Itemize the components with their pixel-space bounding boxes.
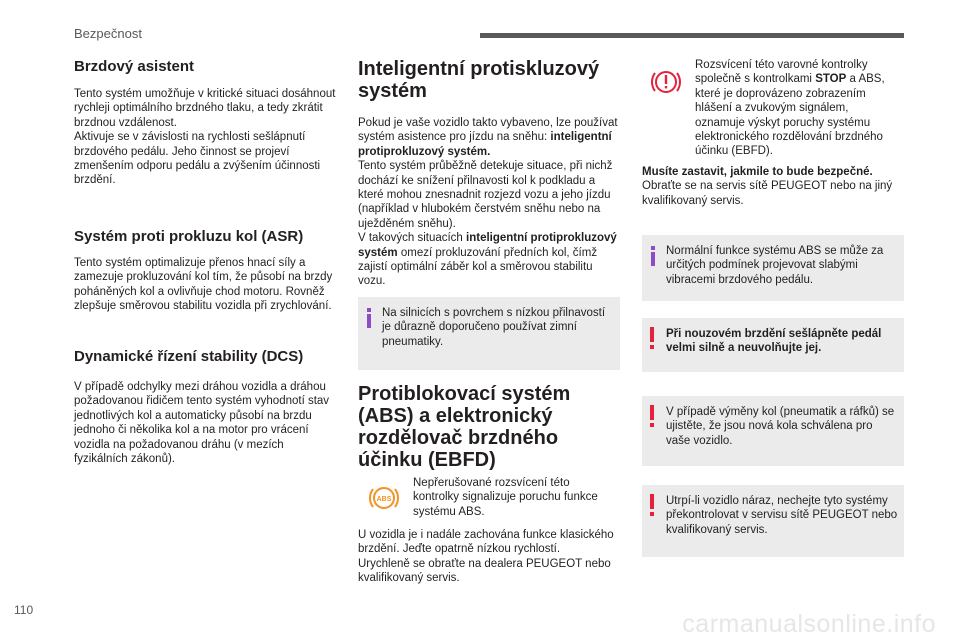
header-rule [480,33,904,38]
abs-p1: U vozidla je i nadále zachována funkce klasického brzdění. Jeďte opatrně nízkou rychlostí. [358,529,614,556]
grip-heading: Inteligentní protiskluzový systém [358,58,600,102]
brake-assist-body-2: Aktivuje se v závislosti na rychlosti sešlápnutí brzdového pedálu. Jeho činnost se projeví zmenšením odporu pedálu a zvýšením účinnosti brzdění. [74,131,321,187]
warning-box-wheel-change [642,396,904,466]
brake-system-warning-lamp-icon [648,64,684,100]
ebfd-text-a: Rozsvícení této varovné kontrolky společně s kontrolkami [695,59,868,86]
asr-heading: Systém proti prokluzu kol (ASR) [74,228,304,245]
grip-p1-text: Pokud je vaše vozidlo takto vybaveno, lze používat systém asistence pro jízdu na sněhu: [358,117,618,144]
grip-p3-bold: inteligentní protiprokluzový systém [358,232,617,259]
abs-lamp-text: Nepřerušované rozsvícení této kontrolky signalizuje poruchu funkce systému ABS. [413,477,598,518]
grip-p3-text-b: omezí prokluzování předních kol, čímž zajistí optimální záběr kol a směrovou stabilitu vozu. [358,246,598,288]
grip-p3 [358,231,620,289]
abs-lamp-label: ABS [376,496,392,503]
info-box-winter-tyres [358,297,620,370]
column-middle [358,58,620,289]
info-box-abs-vibration [642,235,904,301]
brake-assist-heading: Brzdový asistent [74,58,195,75]
warning-impact-text: Utrpí-li vozidlo náraz, nechejte tyto systémy překontrolovat v servisu sítě PEUGEOT nebo kvalifikovaný servis. [666,495,898,536]
grip-p1-bold: inteligentní protiprokluzový systém. [358,131,612,158]
must-stop-text: Obraťte se na servis sítě PEUGEOT nebo na jiný kvalifikovaný servis. [642,180,893,207]
info-icon [648,246,658,266]
brake-assist-body: Tento systém umožňuje v kritické situaci dosáhnout rychleji optimálního brzdného tlaku, a tedy zkrátit brzdnou vzdálenost. [74,88,336,129]
abs-section [358,383,620,471]
warning-exclamation-icon [649,494,655,516]
warning-exclamation-icon [649,405,655,427]
dcs-section [74,348,336,466]
warning-box-impact [642,485,904,557]
ebfd-lamp-row [642,58,904,158]
must-stop-bold: Musíte zastavit, jakmile to bude bezpečné. [642,166,873,178]
asr-body: Tento systém optimalizuje přenos hnací síly a zamezuje prokluzování kol tím, že působí na brzdy poháněných kol a ovlivňuje chod motoru. Rovněž zlepšuje směrovou stabilitu vozidla při zrychlování. [74,257,333,313]
info-abs-vibration-text: Normální funkce systému ABS se může za určitých podmínek projevovat slabými vibracemi brzdového pedálu. [666,245,884,286]
stop-label: STOP [815,73,847,86]
info-icon [364,308,374,328]
grip-p3-text-a: V takových situacích [358,232,463,245]
abs-heading: Protiblokovací systém (ABS) a elektronický rozdělovač brzdného účinku (EBFD) [358,383,571,471]
dcs-body: V případě odchylky mezi dráhou vozidla a dráhou požadovanou řidičem tento systém vyhodnotí stav jednotlivých kol a automaticky působí na brzdu jednoho či několika kol a na motor pro vrácení vozidla na požadovanou dráhu (v mezích fyzikálních zákonů). [74,381,330,466]
ebfd-text-b: a ABS, které je doprovázeno zobrazením hlášení a zvukovým signálem, oznamuje výskyt poruchy systému elektronického rozdělování brzdného účinku (EBFD). [695,73,885,158]
column-left [74,58,336,188]
page-number: 110 [14,603,34,617]
abs-p2: Urychleně se obraťte na dealera PEUGEOT nebo kvalifikovaný servis. [358,557,611,585]
asr-section [74,228,336,314]
ebfd-lamp-text [695,58,900,159]
dcs-heading: Dynamické řízení stability (DCS) [74,348,304,365]
info-winter-tyres-text: Na silnicích s povrchem s nízkou přilnavostí je důrazně doporučeno používat zimní pneumatiky. [382,307,606,348]
abs-body [358,528,620,586]
abs-warning-lamp-icon [366,480,402,516]
warning-emergency-text: Při nouzovém brzdění sešlápněte pedál velmi silně a neuvolňujte jej. [666,328,882,355]
page-section-title: Bezpečnost [74,26,142,41]
grip-p1 [358,116,620,159]
warning-wheels-text: V případě výměny kol (pneumatik a ráfků) se ujistěte, že jsou nová kola schválena pro vaše vozidlo. [666,406,895,447]
warning-box-emergency-braking [642,318,904,372]
abs-lamp-row [358,476,620,522]
grip-p2: Tento systém průběžně detekuje situace, při nichž dochází ke snížení přilnavosti kol k podkladu a které mohou znesnadnit rozjezd vozu a jeho jízdu (například v hlubokém čerstvém sněhu nebo na uježděném sněhu). [358,160,613,230]
watermark: carmanualsonline.info [682,610,936,638]
must-stop-block [642,165,904,208]
warning-exclamation-icon [649,327,655,349]
